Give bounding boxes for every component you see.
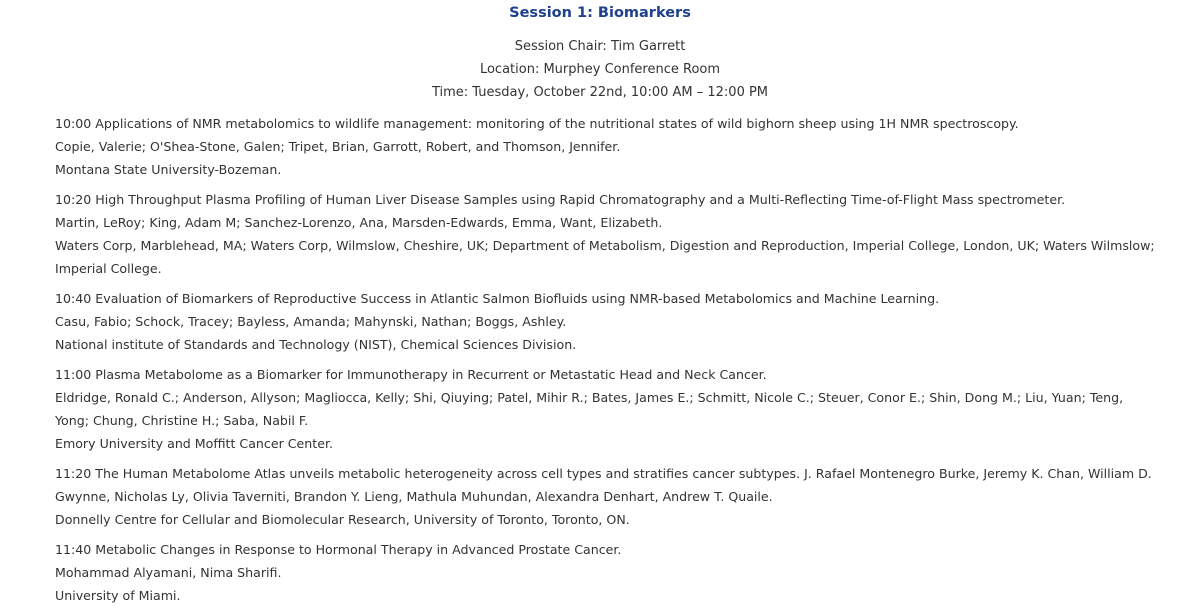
talk-list bbox=[55, 112, 1160, 607]
talk-item bbox=[55, 112, 1160, 181]
talk-item bbox=[55, 363, 1160, 455]
talk-title: 10:00 Applications of NMR metabolomics to wildlife management: monitoring of the nutritional states of wild bighorn sheep using 1H NMR spectroscopy. bbox=[55, 116, 1019, 131]
talk-affiliation: Montana State University-Bozeman. bbox=[55, 162, 282, 177]
session-title: Session 1: Biomarkers bbox=[509, 5, 691, 21]
session-chair: Session Chair: Tim Garrett bbox=[514, 39, 686, 54]
talk-affiliation: Waters Corp, Marblehead, MA; Waters Corp, Wilmslow, Cheshire, UK; Department of Metabolism, Digestion and Reproduction, Imperial College, London, UK; Waters Wilmslow; Imperial College. bbox=[55, 238, 1155, 276]
talk-title: 11:40 Metabolic Changes in Response to Hormonal Therapy in Advanced Prostate Cancer. bbox=[55, 542, 622, 557]
talk-title: 10:40 Evaluation of Biomarkers of Reproductive Success in Atlantic Salmon Biofluids using NMR-based Metabolomics and Machine Learning. bbox=[55, 291, 940, 306]
talk-authors: Copie, Valerie; O'Shea-Stone, Galen; Tripet, Brian, Garrott, Robert, and Thomson, Jennifer. bbox=[55, 139, 621, 154]
session-location: Location: Murphey Conference Room bbox=[479, 62, 721, 77]
talk-affiliation: National institute of Standards and Technology (NIST), Chemical Sciences Division. bbox=[55, 337, 577, 352]
talk-title: 11:00 Plasma Metabolome as a Biomarker for Immunotherapy in Recurrent or Metastatic Head and Neck Cancer. bbox=[55, 367, 767, 382]
talk-title: 10:20 High Throughput Plasma Profiling of Human Liver Disease Samples using Rapid Chromatography and a Multi-Reflecting Time-of-Flight Mass spectrometer. bbox=[55, 192, 1066, 207]
talk-item bbox=[55, 462, 1160, 531]
session-time: Time: Tuesday, October 22nd, 10:00 AM – 12:00 PM bbox=[431, 85, 769, 100]
talk-affiliation: Emory University and Moffitt Cancer Center. bbox=[55, 436, 333, 451]
talk-title: 11:20 The Human Metabolome Atlas unveils metabolic heterogeneity across cell types and stratifies cancer subtypes. J. Rafael Montenegro Burke, Jeremy K. Chan, William D. Gwynne, Nicholas Ly, Olivia Taverniti, Brandon Y. Lieng, Mathula Muhundan, Alexandra Denhart, Andrew T. Quaile. bbox=[55, 466, 1152, 504]
talk-authors: Martin, LeRoy; King, Adam M; Sanchez-Lorenzo, Ana, Marsden-Edwards, Emma, Want, Elizabeth. bbox=[55, 215, 663, 230]
talk-item bbox=[55, 538, 1160, 607]
talk-authors: Mohammad Alyamani, Nima Sharifi. bbox=[55, 565, 282, 580]
session-meta bbox=[0, 30, 1200, 104]
talk-item bbox=[55, 287, 1160, 356]
talk-item bbox=[55, 188, 1160, 280]
talk-authors: Casu, Fabio; Schock, Tracey; Bayless, Amanda; Mahynski, Nathan; Boggs, Ashley. bbox=[55, 314, 567, 329]
talk-affiliation: University of Miami. bbox=[55, 588, 181, 603]
talk-affiliation: Donnelly Centre for Cellular and Biomolecular Research, University of Toronto, Toronto, ON. bbox=[55, 512, 630, 527]
talk-authors: Eldridge, Ronald C.; Anderson, Allyson; Magliocca, Kelly; Shi, Qiuying; Patel, Mihir R.; Bates, James E.; Schmitt, Nicole C.; Steuer, Conor E.; Shin, Dong M.; Liu, Yuan; Teng, Yong; Chung, Christine H.; Saba, Nabil F. bbox=[55, 390, 1124, 428]
